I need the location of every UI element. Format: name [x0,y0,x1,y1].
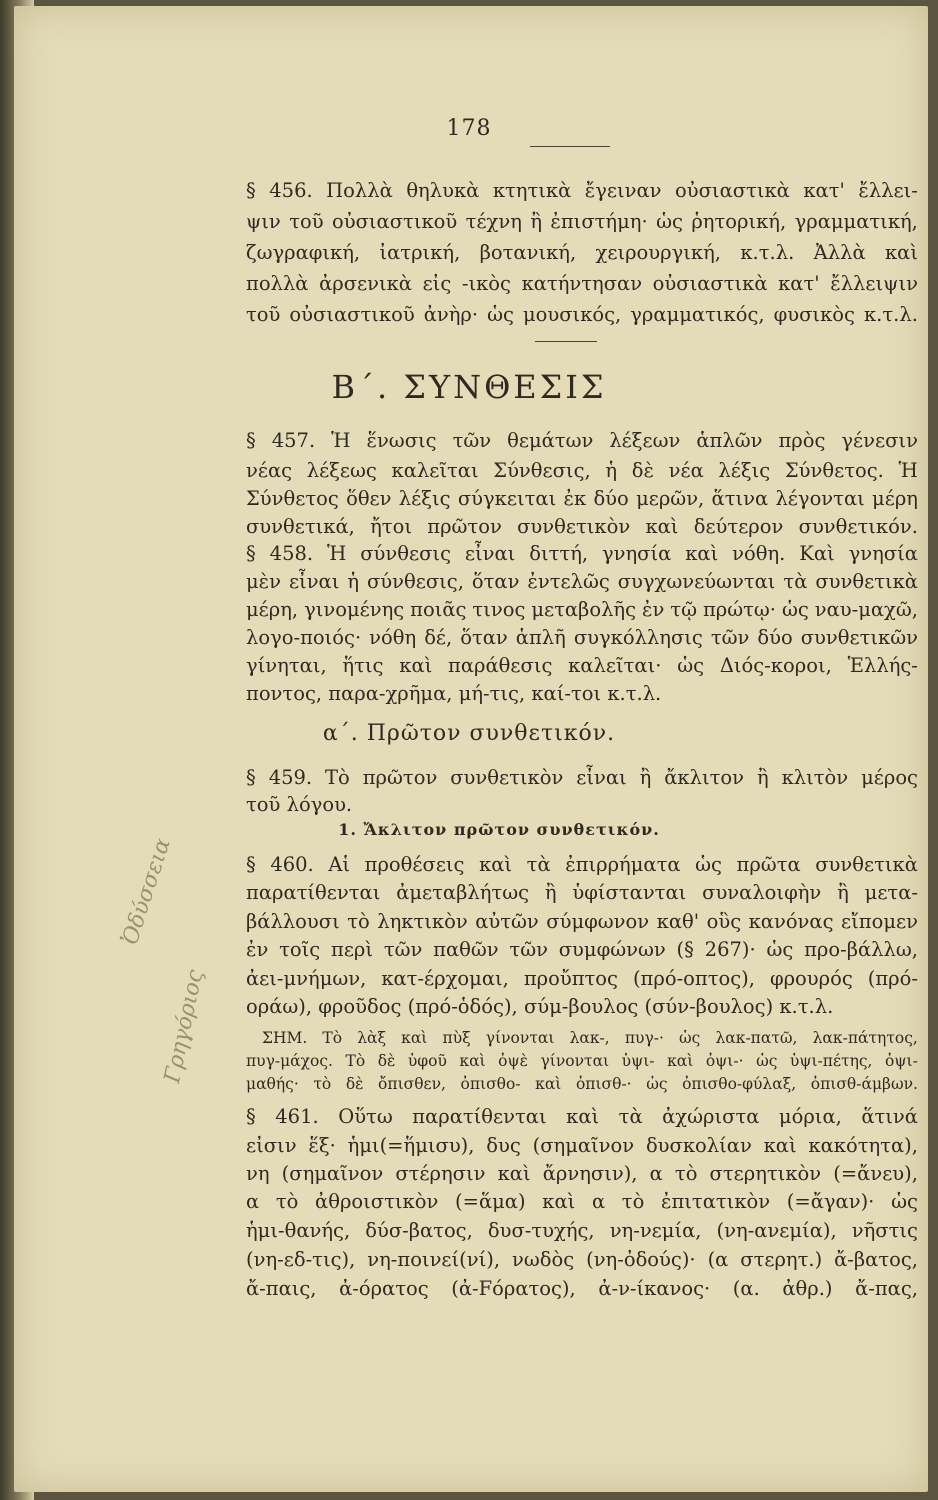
text-line: συνθετικά, ἤτοι πρῶτον συνθετικὸν καὶ δεύτερον συνθετικόν. [246,515,918,538]
text-line: νέας λέξεως καλεῖται Σύνθεσις, ἡ δὲ νέα λέξις Σύνθετος. Ἡ [246,459,918,482]
subsection-heading: α΄. Πρῶτον συνθετικόν. [322,721,616,746]
text-line: ἐν τοῖς περὶ τῶν παθῶν τῶν συμφώνων (§ 267)· ὡς προ-βάλλω, [246,938,918,961]
text-line: ἀει-μνήμων, κατ-έρχομαι, προὔπτος (πρό-οπτος), φρουρός (πρό- [246,967,918,990]
text-line: § 461. Οὕτω παρατίθενται καὶ τὰ ἀχώριστα μόρια, ἅτινά [246,1105,918,1128]
text-line: τοῦ λόγου. [246,793,353,816]
text-line: μὲν εἶναι ἡ σύνθεσις, ὅταν ἐντελῶς συγχωνεύωνται τὰ συνθετικὰ [246,570,918,593]
section-heading: Β΄. ΣΥΝΘΕΣΙΣ [331,368,607,406]
header-rule [530,146,610,147]
text-line: οράω), φροῦδος (πρό-ὁδός), σύμ-βουλος (σύν-βουλος) κ.τ.λ. [246,995,834,1018]
text-line: α τὸ ἀθροιστικὸν (=ἅμα) καὶ α τὸ ἐπιτατικὸν (=ἄγαν)· ὡς [246,1190,918,1213]
text-line: § 458. Ἡ σύνθεσις εἶναι διττή, γνησία καὶ νόθη. Καὶ γνησία [246,542,918,565]
text-line: (νη-εδ-τις), νη-ποινεί(νί), νωδὸς (νη-ὀδούς)· (α στερητ.) ἄ-βατος, [246,1248,918,1271]
text-line: γίνηται, ἥτις καὶ παράθεσις καλεῖται· ὡς Διός-κοροι, Ἑλλής- [246,654,918,677]
text-line: εἰσιν ἕξ· ἡμι(=ἥμισυ), δυς (σημαῖνον δυσκολίαν καὶ κακότητα), [246,1134,918,1157]
page-number: 178 [446,116,492,141]
text-line: § 457. Ἡ ἕνωσις τῶν θεμάτων λέξεων ἁπλῶν πρὸς γένεσιν [246,429,918,452]
text-line: πολλὰ ἀρσενικὰ εἰς -ικὸς κατήντησαν οὐσιαστικὰ κατ' ἔλλειψιν [246,272,918,295]
section-rule [535,341,597,342]
text-line: § 460. Αἱ προθέσεις καὶ τὰ ἐπιρρήματα ὡς πρῶτα συνθετικὰ [246,853,918,876]
text-line: ψιν τοῦ οὐσιαστικοῦ τέχνη ἢ ἐπιστήμη· ὡς ῥητορική, γραμματική, [246,210,918,233]
text-line: λογο-ποιός· νόθη δέ, ὅταν ἁπλῆ συγκόλλησις τῶν δύο συνθετικῶν [246,626,918,649]
margin-note: Ὀδύσσεια [118,835,176,948]
note-line: πυγ-μάχος. Τὸ δὲ ὑφοῦ καὶ ὀψὲ γίνονται ὑψι- καὶ ὀψι-· ὡς ὑψι-πέτης, ὀψι- [246,1052,918,1070]
text-line: τοῦ οὐσιαστικοῦ ἀνὴρ· ὡς μουσικός, γραμματικός, φυσικὸς κ.τ.λ. [246,303,918,326]
text-line: βάλλουσι τὸ ληκτικὸν αὐτῶν σύμφωνον καθ' οὓς κανόνας εἴπομεν [246,910,918,933]
margin-note: Γρηγόριος [160,967,209,1086]
text-line: μέρη, γινομένης ποιᾶς τινος μεταβολῆς ἐν τῷ πρώτῳ· ὡς ναυ-μαχῶ, [246,598,918,621]
note-line: ΣΗΜ. Τὸ λὰξ καὶ πὺξ γίνονται λακ-, πυγ-· ὡς λακ-πατῶ, λακ-πάτητος, [262,1029,918,1047]
text-line: παρατίθενται ἀμεταβλήτως ἢ ὑφίστανται συναλοιφὴν ἢ μετα- [246,881,918,904]
text-line: ἄ-παις, ἀ-όρατος (ἀ-Fόρατος), ἀ-ν-ίκανος· (α. ἀθρ.) ἄ-πας, [246,1277,918,1300]
text-line: Σύνθετος ὅθεν λέξις σύγκειται ἐκ δύο μερῶν, ἅτινα λέγονται μέρη [246,487,918,510]
text-line: ζωγραφική, ἰατρική, βοτανική, χειρουργική, κ.τ.λ. Ἀλλὰ καὶ [246,241,918,264]
text-line: ποντος, παρα-χρῆμα, μή-τις, καί-τοι κ.τ.λ. [246,682,662,705]
text-line: § 459. Τὸ πρῶτον συνθετικὸν εἶναι ἢ ἄκλιτον ἢ κλιτὸν μέρος [246,766,918,789]
subsubsection-heading: 1. Ἄκλιτον πρῶτον συνθετικόν. [338,820,660,839]
text-line: ἡμι-θανής, δύσ-βατος, δυσ-τυχής, νη-νεμία, (νη-ανεμία), νῆστις [246,1219,918,1242]
note-line: μαθής· τὸ δὲ ὄπισθεν, ὀπισθο- καὶ ὀπισθ-· ὡς ὀπισθο-φύλαξ, ὀπισθ-άμβων. [246,1075,918,1093]
text-line: § 456. Πολλὰ θηλυκὰ κτητικὰ ἔγειναν οὐσιαστικὰ κατ' ἔλλει- [246,179,918,202]
text-line: νη (σημαῖνον στέρησιν καὶ ἄρνησιν), α τὸ στερητικὸν (=ἄνευ), [246,1162,918,1185]
